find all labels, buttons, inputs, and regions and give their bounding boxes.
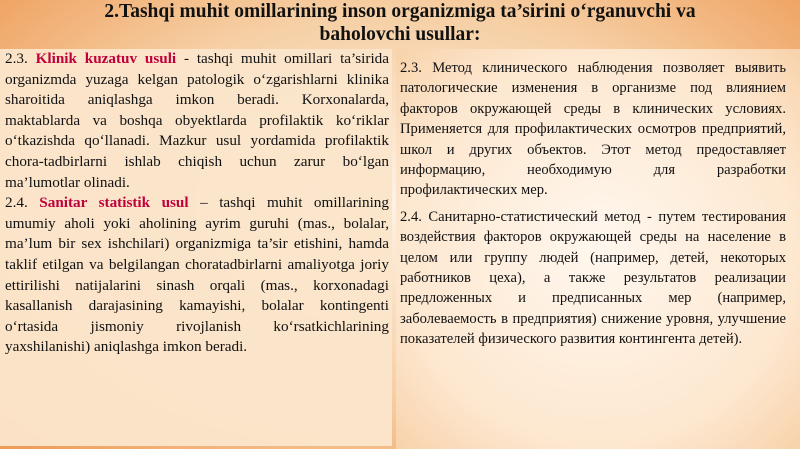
paragraph-clinical-ru: 2.3. Метод клинического наблюдения позволяет выявить патологические изменения в организме под влиянием факторов окружающей среды в клинических условиях. Применяется для профилактических осмотров предприятий, школ и других объектов. Этот метод предоставляет информацию, необходимую для разработки профилактических мер. xyxy=(400,60,786,199)
term-sanitary-statistical: Sanitar statistik usul xyxy=(39,194,189,212)
paragraph-sanitary-uz xyxy=(5,193,389,358)
section-number: 2.4. xyxy=(5,194,28,212)
paragraph-clinical-uz xyxy=(5,49,389,193)
title-line-1: 2.Tashqi muhit omillarining inson organizmiga ta’sirini o‘rganuvchi va xyxy=(104,1,696,22)
paragraph-sanitary-ru: 2.4. Санитарно-статистический метод - путем тестирования воздействия факторов окружающей среды на население в целом или группу людей (например, детей, некоторых работников цеха), а также результатов реализации предложенных и предписанных мер (например, заболеваемость в предприятия) снижение уровня, улучшение показателей физического развития контингента детей). xyxy=(400,208,786,348)
paragraph-text: - tashqi muhit omillari ta’sirida organizmda yuzaga kelgan patologik o‘zgarishlarni klinika sharoitida aniqlashga imkon beradi. Korxonalarda, maktablarda va boshqa obyektlarda profilaktik ko‘riklar o‘tkazishda qo‘llanadi. Mazkur usul yordamida profilaktik chora-tadbirlarni ishlab chiqish uchun zarur bo‘lgan ma’lumotlar olinadi. xyxy=(5,50,389,191)
term-clinical-observation: Klinik kuzatuv usuli xyxy=(35,50,177,67)
section-number: 2.3. xyxy=(5,50,28,67)
title-line-2: baholovchi usullar: xyxy=(319,24,481,45)
slide-title xyxy=(0,0,800,48)
uzbek-column xyxy=(5,49,389,358)
paragraph-text: – tashqi muhit omillarining umumiy aholi yoki aholining ayrim guruhi (mas., bolalar, ma’lum bir sex ishchilari) organizmiga ta’sir etishini, hamda taklif etilgan va belgilangan choratadbirlarni amaliyotga joriy ettirilishi natijalarini sinash orqali (mas., korxonadagi kasallanish darajasining kamayishi, bolalar kontingenti o‘rtasida jismoniy rivojlanish ko‘rsatkichlarining yaxshilanishi) aniqlashga imkon beradi. xyxy=(5,194,389,356)
russian-column xyxy=(400,58,786,350)
